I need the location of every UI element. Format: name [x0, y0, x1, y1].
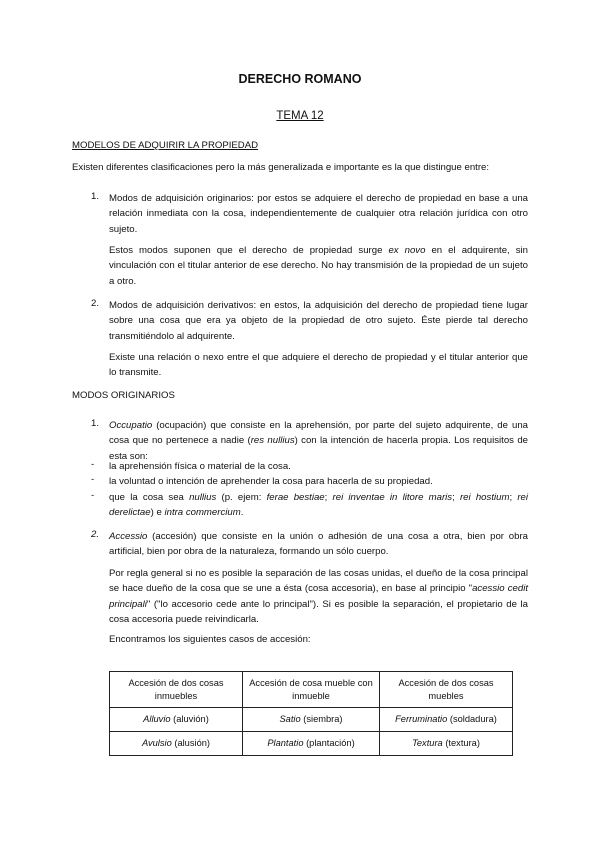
table-cell	[110, 708, 243, 732]
table-cell	[242, 708, 379, 732]
text: ;	[509, 492, 518, 503]
document-title: DERECHO ROMANO	[238, 72, 362, 86]
table-header-cell: Accesión de cosa mueble con inmueble	[242, 672, 379, 708]
requirement-item	[109, 490, 528, 521]
text: que la cosa sea	[109, 492, 190, 503]
text: Por regla general si no es posible la separación de las cosas unidas, el dueño de la cosa principal se hace dueño de la cosa que se une a ésta (cosa accesoria), en base al principio "	[109, 568, 528, 595]
latin-term: Textura	[412, 738, 443, 748]
item-originarios-note	[109, 243, 528, 289]
latin-term: Satio	[279, 714, 301, 724]
section-heading-originarios: MODOS ORIGINARIOS	[72, 390, 175, 401]
text: (aluvión)	[170, 714, 209, 724]
text: " ("lo accesorio cede ante lo principal"). Si es posible la separación, el propietario de la cosa accesoria puede reivindicarla.	[109, 598, 528, 626]
dash-bullet: -	[91, 490, 95, 501]
section-heading-modes: MODELOS DE ADQUIRIR LA PROPIEDAD	[72, 140, 259, 151]
accessio-paragraph	[109, 529, 528, 560]
text: Estos modos suponen que el derecho de propiedad surge	[109, 245, 389, 256]
item-derivativos: Modos de adquisición derivativos: en estos, la adquisición del derecho de propiedad tiene lugar sobre una cosa que era ya objeto de la propiedad de otro sujeto. Éste pierde tal derecho transmitiéndolo al adquirente.	[109, 300, 528, 342]
list-number: 2.	[91, 298, 100, 309]
latin-term: nullius	[189, 492, 217, 503]
latin-term: rei inventae in litore maris	[332, 492, 453, 503]
text: (ocupación) que consiste en la aprehensión, por parte del sujeto adquirente, de una cosa que no pertenece a nadie (	[109, 420, 528, 447]
list-number: 1.	[91, 191, 100, 202]
intro-paragraph: Existen diferentes clasificaciones pero la más generalizada e importante es la que distingue entre:	[72, 162, 490, 173]
text: ;	[452, 492, 460, 503]
table-row	[110, 732, 513, 756]
table-cell	[380, 732, 513, 756]
table-header-row	[110, 672, 513, 708]
latin-term: Plantatio	[267, 738, 304, 748]
table-cell	[242, 732, 379, 756]
table-cell	[110, 732, 243, 756]
latin-term: acessio cedit principali	[109, 583, 528, 610]
item-derivativos-note: Existe una relación o nexo entre el que adquiere el derecho de propiedad y el titular anterior que lo transmite.	[109, 352, 528, 379]
requirement-item: la voluntad o intención de aprehender la cosa para hacerla de su propiedad.	[109, 476, 433, 487]
requirement-item: la aprehensión física o material de la cosa.	[109, 461, 291, 472]
accessio-rule-paragraph	[109, 566, 528, 628]
occupatio-paragraph	[109, 418, 528, 464]
text: (textura)	[442, 738, 480, 748]
list-number: 1.	[91, 418, 100, 429]
latin-term: rei derelictae	[109, 492, 529, 519]
latin-term: ferae bestiae	[266, 492, 325, 503]
latin-term: rei hostium	[459, 492, 510, 503]
text: (p. ejem:	[216, 492, 267, 503]
accessio-cases-intro: Encontramos los siguientes casos de accesión:	[109, 634, 311, 645]
latin-term: Accessio	[109, 531, 148, 542]
dash-bullet: -	[91, 459, 95, 470]
latin-term: Avulsio	[141, 738, 172, 748]
latin-term: ex novo	[388, 245, 426, 256]
dash-bullet: -	[91, 474, 95, 485]
latin-term: Alluvio	[143, 714, 171, 724]
latin-term: Ferruminatio	[395, 714, 448, 724]
table-header-cell: Accesión de dos cosas inmuebles	[110, 672, 243, 708]
latin-term: intra commercium	[164, 507, 241, 519]
text: (accesión) que consiste en la unión o adhesión de una cosa a otra, bien por obra artificial, bien por obra de la naturaleza, formando un sólo cuerpo.	[109, 531, 528, 558]
text: ;	[324, 492, 333, 503]
text: ) e	[150, 507, 165, 519]
latin-term: res nullius	[250, 435, 295, 447]
table-cell	[380, 708, 513, 732]
latin-term: Occupatio	[109, 420, 153, 431]
topic-heading: TEMA 12	[276, 110, 324, 122]
text: (soldadura)	[447, 714, 497, 724]
list-number: 2.	[91, 529, 100, 540]
text: (plantación)	[303, 738, 355, 748]
table-row	[110, 708, 513, 732]
text: ) con la intención de hacerla propia. Los requisitos de esta son:	[109, 435, 528, 462]
text: (siembra)	[300, 714, 343, 724]
text: (alusión)	[171, 738, 211, 748]
accession-cases-table	[109, 671, 513, 756]
text: en el adquirente, sin vinculación con el titular anterior de ese derecho. No hay transmisión de la propiedad de un sujeto a otro.	[109, 245, 529, 287]
table-header-cell: Accesión de dos cosas muebles	[380, 672, 513, 708]
text: .	[240, 507, 244, 519]
item-originarios: Modos de adquisición originarios: por estos se adquiere el derecho de propiedad en base a una relación inmediata con la cosa, independientemente de cualquier otra relación jurídica con otro sujeto.	[109, 193, 528, 235]
